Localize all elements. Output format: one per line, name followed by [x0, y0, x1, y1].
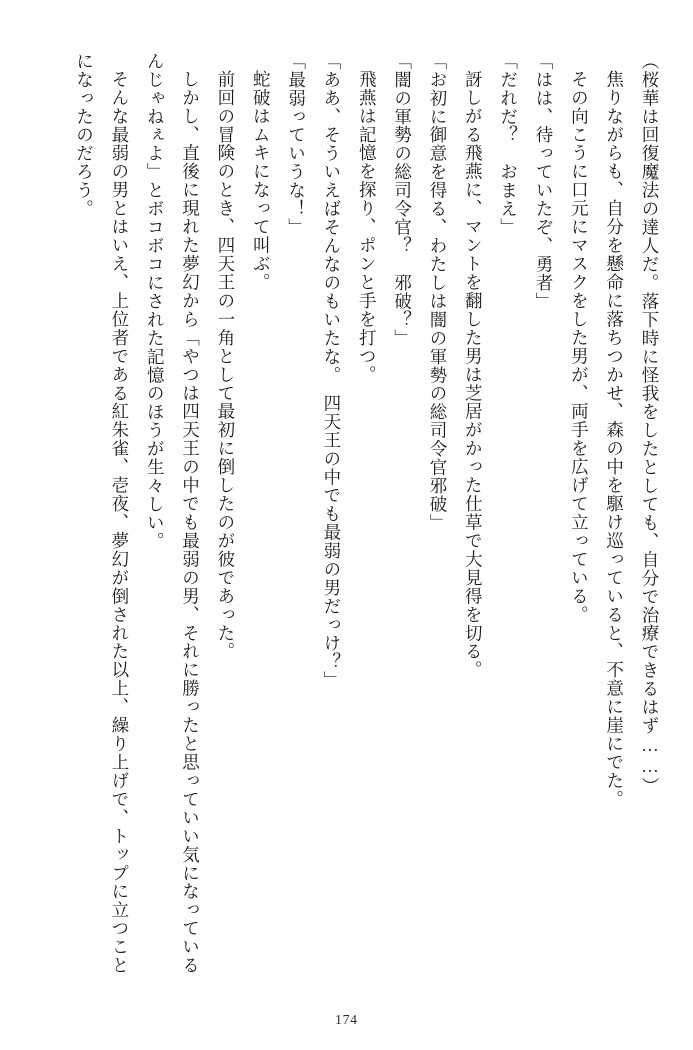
paragraph: しかし、直後に現れた夢幻から「やつは四天王の中でも最弱の男、それに勝ったと思っていい気になっているんじゃねぇよ」とボコボコにされた記憶のほうが生々しい。: [145, 52, 201, 975]
paragraph: 「ああ、そういえばそんなのもいたな。 四天王の中でも最弱の男だっけ？」: [321, 52, 342, 690]
paragraph: 「お初に御意を得る、わたしは闇の軍勢の総司令官邪破」: [427, 52, 448, 533]
paragraph: 飛燕は記憶を探り、ポンと手を打つ。: [357, 69, 378, 384]
page-number: 174: [335, 1012, 358, 1027]
paragraph: 前回の冒険のとき、四天王の一角として最初に倒したのが彼であった。: [215, 69, 236, 661]
paragraph: 「闇の軍勢の総司令官？ 邪破？」: [392, 52, 413, 348]
paragraph: 「はは、待っていたぞ、勇者」: [533, 52, 554, 311]
paragraph: （桜華は回復魔法の達人だ。落下時に怪我をしたとしても、自分で治療できるはず……）: [640, 52, 660, 796]
paragraph: 訝しがる飛燕に、マントを翻した男は芝居がかった仕草で大見得を切る。: [463, 69, 484, 679]
paragraph: その向こうに口元にマスクをした男が、両手を広げて立っている。: [569, 69, 590, 624]
paragraph: 「最弱っていうな！」: [286, 52, 307, 237]
paragraph: 蛇破はムキになって叫ぶ。: [251, 69, 272, 292]
novel-body-text: [28, 52, 667, 982]
paragraph: 「だれだ？ おまえ」: [498, 52, 519, 237]
paragraph: そんな最弱の男とはいえ、上位者である紅朱雀、壱夜、夢幻が倒された以上、繰り上げで、トップに立つことになったのだろう。: [74, 52, 130, 975]
paragraph: 焦りながらも、自分を懸命に落ちつかせ、森の中を駆け巡っていると、不意に崖にでた。: [604, 69, 625, 808]
